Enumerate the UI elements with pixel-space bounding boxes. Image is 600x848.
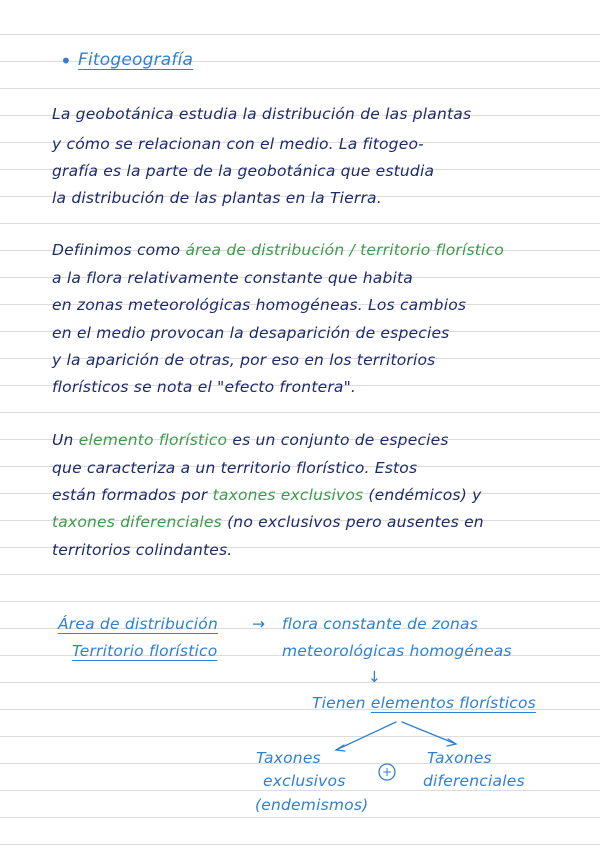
branch-arrow-left (336, 722, 396, 750)
highlight-term-area: área de distribución / territorio florístico (185, 241, 504, 259)
paragraph3-text: es un conjunto de especies (232, 431, 449, 449)
branch-right-text: diferenciales (423, 772, 525, 790)
paragraph2-line: en el medio provocan la desaparición de especies (52, 324, 450, 342)
paragraph1-line: la distribución de las plantas en la Tierra. (52, 189, 382, 207)
paragraph1-line: grafía es la parte de la geobotánica que estudia (52, 162, 435, 180)
paragraph3-line: territorios colindantes. (52, 541, 233, 559)
diagram-right-text: meteorológicas homogéneas (282, 642, 512, 660)
title-bullet-icon: • (60, 49, 72, 73)
paragraph2-text: Definimos como (52, 241, 181, 259)
diagram-left-label: Territorio florístico (72, 642, 218, 660)
paragraph3-text: están formados por (52, 486, 208, 504)
diagram-left-label: Área de distribución (58, 615, 219, 633)
paragraph3-text: (no exclusivos pero ausentes en (227, 513, 484, 531)
branch-left-text: Taxones (256, 749, 321, 767)
diagram-arrow-right-icon: → (252, 615, 266, 633)
diagram-middle-term: elementos florísticos (370, 694, 536, 712)
paragraph3-text: (endémicos) y (368, 486, 482, 504)
paragraph3-line: que caracteriza a un territorio florístico. Estos (52, 459, 418, 477)
paragraph2-line: en zonas meteorológicas homogéneas. Los cambios (52, 296, 467, 314)
paragraph3-text: Un (52, 431, 74, 449)
paragraph1-line: y cómo se relacionan con el medio. La fitogeo- (52, 135, 424, 153)
paragraph2-line: florísticos se nota el "efecto frontera". (52, 378, 357, 396)
highlight-term-exclusivos: taxones exclusivos (212, 486, 364, 504)
diagram-right-text: flora constante de zonas (282, 615, 479, 633)
branch-left-text: (endemismos) (255, 796, 369, 814)
highlight-term-elemento: elemento florístico (78, 431, 228, 449)
branch-right-text: Taxones (427, 749, 492, 767)
diagram-middle-text: Tienen (312, 694, 366, 712)
plus-symbol: + (382, 765, 393, 779)
branch-left-text: exclusivos (263, 772, 346, 790)
diagram-arrow-down-icon: ↓ (368, 668, 382, 686)
page-title: Fitogeografía (78, 50, 194, 70)
branch-arrow-right (402, 722, 456, 744)
highlight-term-diferenciales: taxones diferenciales (52, 513, 222, 531)
paragraph2-line: y la aparición de otras, por eso en los territorios (52, 351, 436, 369)
paragraph2-line: a la flora relativamente constante que habita (52, 269, 413, 287)
paragraph1-line: La geobotánica estudia la distribución de las plantas (52, 105, 472, 123)
